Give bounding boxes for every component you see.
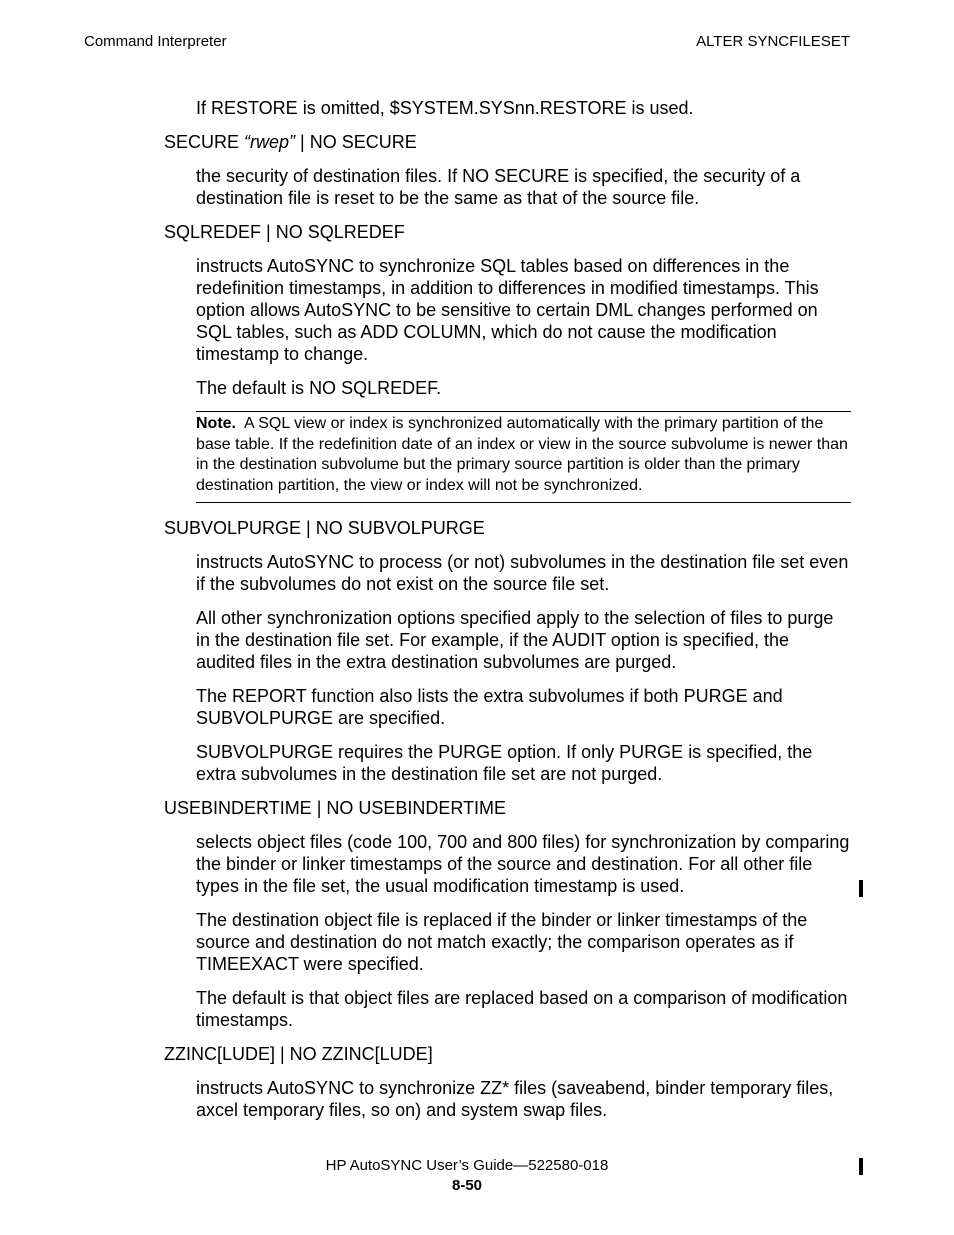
page-number: 8-50 [451,1177,483,1194]
subvolpurge-term: SUBVOLPURGE | NO SUBVOLPURGE [164,518,485,538]
secure-term [164,131,854,153]
zzinclude-term: ZZINC[LUDE] | NO ZZINC[LUDE] [164,1044,433,1064]
sqlredef-description: instructs AutoSYNC to synchronize SQL tables based on differences in the redefinition timestamps, in addition to differences in modified timestamps. This option allows AutoSYNC to be sensitive to certain DML changes performed on SQL tables, such as ADD COLUMN, which do not cause the modification timestamp to change. [196,256,819,364]
usebindertime-paragraph: The destination object file is replaced if the binder or linker timestamps of the source and destination do not match exactly; the comparison operates as if TIMEEXACT were specified. [196,910,808,974]
subvolpurge-paragraph: instructs AutoSYNC to process (or not) subvolumes in the destination file set even if the subvolumes do not exist on the source file set. [196,552,849,594]
subvolpurge-paragraph: The REPORT function also lists the extra subvolumes if both PURGE and SUBVOLPURGE are specified. [196,686,783,728]
subvolpurge-paragraph: All other synchronization options specified apply to the selection of files to purge in the destination file set. For example, if the AUDIT option is specified, the audited files in the extra destination subvolumes are purged. [196,608,834,672]
sqlredef-term: SQLREDEF | NO SQLREDEF [164,222,405,242]
secure-term-alt: | NO SECURE [295,132,417,152]
change-bar [859,880,863,897]
secure-term-keyword: SECURE [164,132,245,152]
usebindertime-term: USEBINDERTIME | NO USEBINDERTIME [164,798,507,818]
usebindertime-paragraph: The default is that object files are replaced based on a comparison of modification timestamps. [196,988,848,1030]
footer-title: HP AutoSYNC User’s Guide—522580-018 [325,1157,609,1174]
page-body [164,97,854,1133]
secure-term-param: “rwep” [244,132,296,152]
page-footer [0,1156,934,1196]
restore-default-text: If RESTORE is omitted, $SYSTEM.SYSnn.RESTORE is used. [196,98,694,118]
note-text: A SQL view or index is synchronized automatically with the primary partition of the base table. If the redefinition date of an index or view in the source subvolume is newer than in the destination subvolume but the primary source partition is older than the primary destination partition, the view or index will not be synchronized. [196,415,848,494]
sqlredef-note [196,411,851,503]
running-header-section: ALTER SYNCFILESET [696,33,850,50]
sqlredef-default: The default is NO SQLREDEF. [196,378,442,398]
zzinclude-description: instructs AutoSYNC to synchronize ZZ* files (saveabend, binder temporary files, axcel temporary files, so on) and system swap files. [196,1078,834,1120]
secure-description: the security of destination files. If NO SECURE is specified, the security of a destination file is reset to be the same as that of the source file. [196,166,801,208]
running-header-chapter: Command Interpreter [84,33,227,50]
subvolpurge-paragraph: SUBVOLPURGE requires the PURGE option. If only PURGE is specified, the extra subvolumes in the destination file set are not purged. [196,742,813,784]
usebindertime-paragraph: selects object files (code 100, 700 and 800 files) for synchronization by comparing the binder or linker timestamps of the source and destination. For all other file types in the file set, the usual modification timestamp is used. [196,832,850,896]
note-label: Note. [196,415,236,432]
